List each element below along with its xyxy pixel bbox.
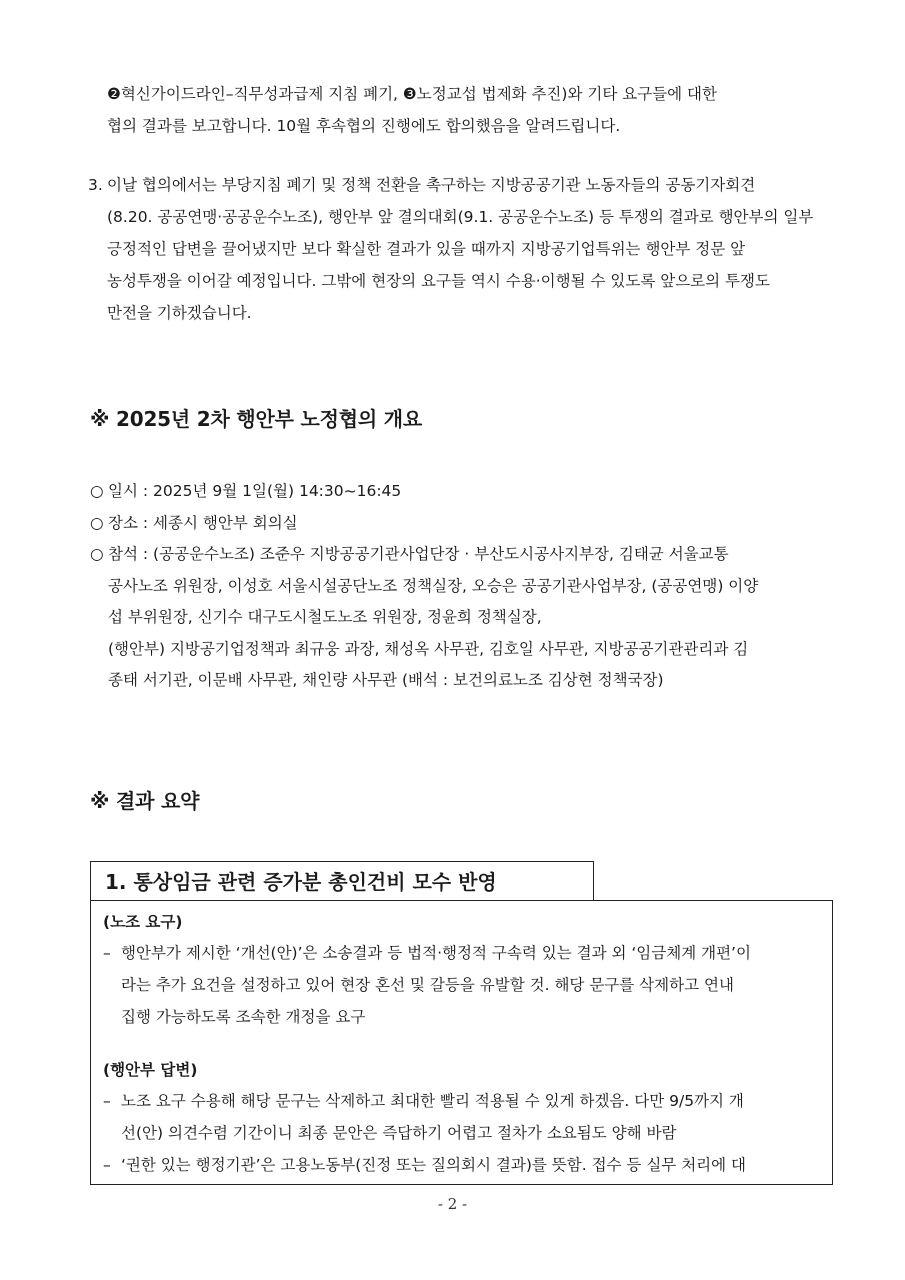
circle-bullet-icon: ○	[90, 513, 104, 532]
item3-paragraph	[107, 169, 819, 329]
item3-line: (8.20. 공공연맹·공공운수노조), 행안부 앞 결의대회(9.1. 공공운수노조) 등 투쟁의 결과로 행안부의 일부	[107, 208, 814, 226]
union-demand-label: (노조 요구)	[103, 913, 183, 931]
place-text: 장소 : 세종시 행안부 회의실	[108, 513, 298, 532]
circle-bullet-icon: ○	[90, 482, 104, 500]
place-item	[90, 508, 830, 540]
dash-bullet-icon: –	[103, 1092, 111, 1110]
union-demand-line: 라는 추가 요건을 설정하고 있어 현장 혼선 및 갈등을 유발할 것. 해당 문구를 삭제하고 연내	[121, 976, 734, 994]
attendees-line: 섭 부위원장, 신기수 대구도시철도노조 위원장, 정윤희 정책실장,	[108, 608, 542, 626]
attendees-line: 공사노조 위원장, 이성호 서울시설공단노조 정책실장, 오승은 공공기관사업부장, (공공연맹) 이양	[108, 576, 759, 595]
gov-answer-item	[103, 1149, 820, 1181]
summary-heading: ※ 결과 요약	[90, 789, 200, 813]
dash-bullet-icon: –	[103, 1156, 111, 1174]
page-number: - 2 -	[437, 1195, 468, 1213]
attendees-line: (행안부) 지방공기업정책과 최규웅 과장, 채성옥 사무관, 김호일 사무관, 지방공공기관관리과 김	[108, 639, 749, 658]
item3-line: 이날 협의에서는 부당지침 폐기 및 정책 전환을 촉구하는 지방공공기관 노동자들의 공동기자회견	[107, 176, 756, 194]
circle-bullet-icon: ○	[90, 545, 104, 563]
gov-answer-label: (행안부 답변)	[103, 1061, 198, 1079]
item3-line: 긍정적인 답변을 끌어냈지만 보다 확실한 결과가 있을 때까지 지방공기업특위는 행안부 정문 앞	[107, 240, 746, 258]
intro-paragraph	[107, 78, 819, 142]
gov-answer-line: 노조 요구 수용해 해당 문구는 삭제하고 최대한 빨리 적용될 수 있게 하겠음. 다만 9/5까지 개	[121, 1092, 744, 1110]
union-demand-item	[103, 937, 820, 1033]
intro-line: 협의 결과를 보고합니다. 10월 후속협의 진행에도 합의했음을 알려드립니다.	[107, 117, 621, 135]
item-number: 3.	[88, 176, 103, 194]
result-box	[90, 900, 833, 1185]
box-title: 1. 통상임금 관련 증가분 총인건비 모수 반영	[90, 861, 594, 901]
date-item	[90, 476, 830, 508]
dash-bullet-icon: –	[103, 944, 111, 962]
union-demand-line: 행안부가 제시한 ‘개선(안)’은 소송결과 등 법적·행정적 구속력 있는 결과 외 ‘임금체계 개편’이	[121, 944, 751, 962]
attendees-line: 종태 서기관, 이문배 사무관, 채인량 사무관 (배석 : 보건의료노조 김상현 정책국장)	[108, 671, 664, 689]
item3-line: 농성투쟁을 이어갈 예정입니다. 그밖에 현장의 요구들 역시 수용·이행될 수 있도록 앞으로의 투쟁도	[107, 272, 770, 290]
gov-answer-line: ‘권한 있는 행정기관’은 고용노동부(진정 또는 질의회시 결과)를 뜻함. 접수 등 실무 처리에 대	[121, 1156, 747, 1174]
intro-line: ❷혁신가이드라인–직무성과급제 지침 폐기, ❸노정교섭 법제화 추진)와 기타 요구들에 대한	[107, 85, 717, 103]
attendees-line: 참석 : (공공운수노조) 조준우 지방공공기관사업단장 · 부산도시공사지부장, 김태균 서울교통	[108, 545, 729, 563]
overview-list	[90, 476, 830, 697]
gov-answer-item	[103, 1085, 820, 1149]
union-demand-line: 집행 가능하도록 조속한 개정을 요구	[121, 1008, 366, 1026]
item3-line: 만전을 기하겠습니다.	[107, 304, 252, 322]
gov-answer-line: 선(안) 의견수렴 기간이니 최종 문안은 즉답하기 어렵고 절차가 소요됨도 양해 바람	[121, 1124, 677, 1142]
overview-heading: ※ 2025년 2차 행안부 노정협의 개요	[90, 407, 422, 431]
attendees-item	[90, 539, 830, 697]
date-text: 일시 : 2025년 9월 1일(월) 14:30~16:45	[108, 482, 402, 500]
